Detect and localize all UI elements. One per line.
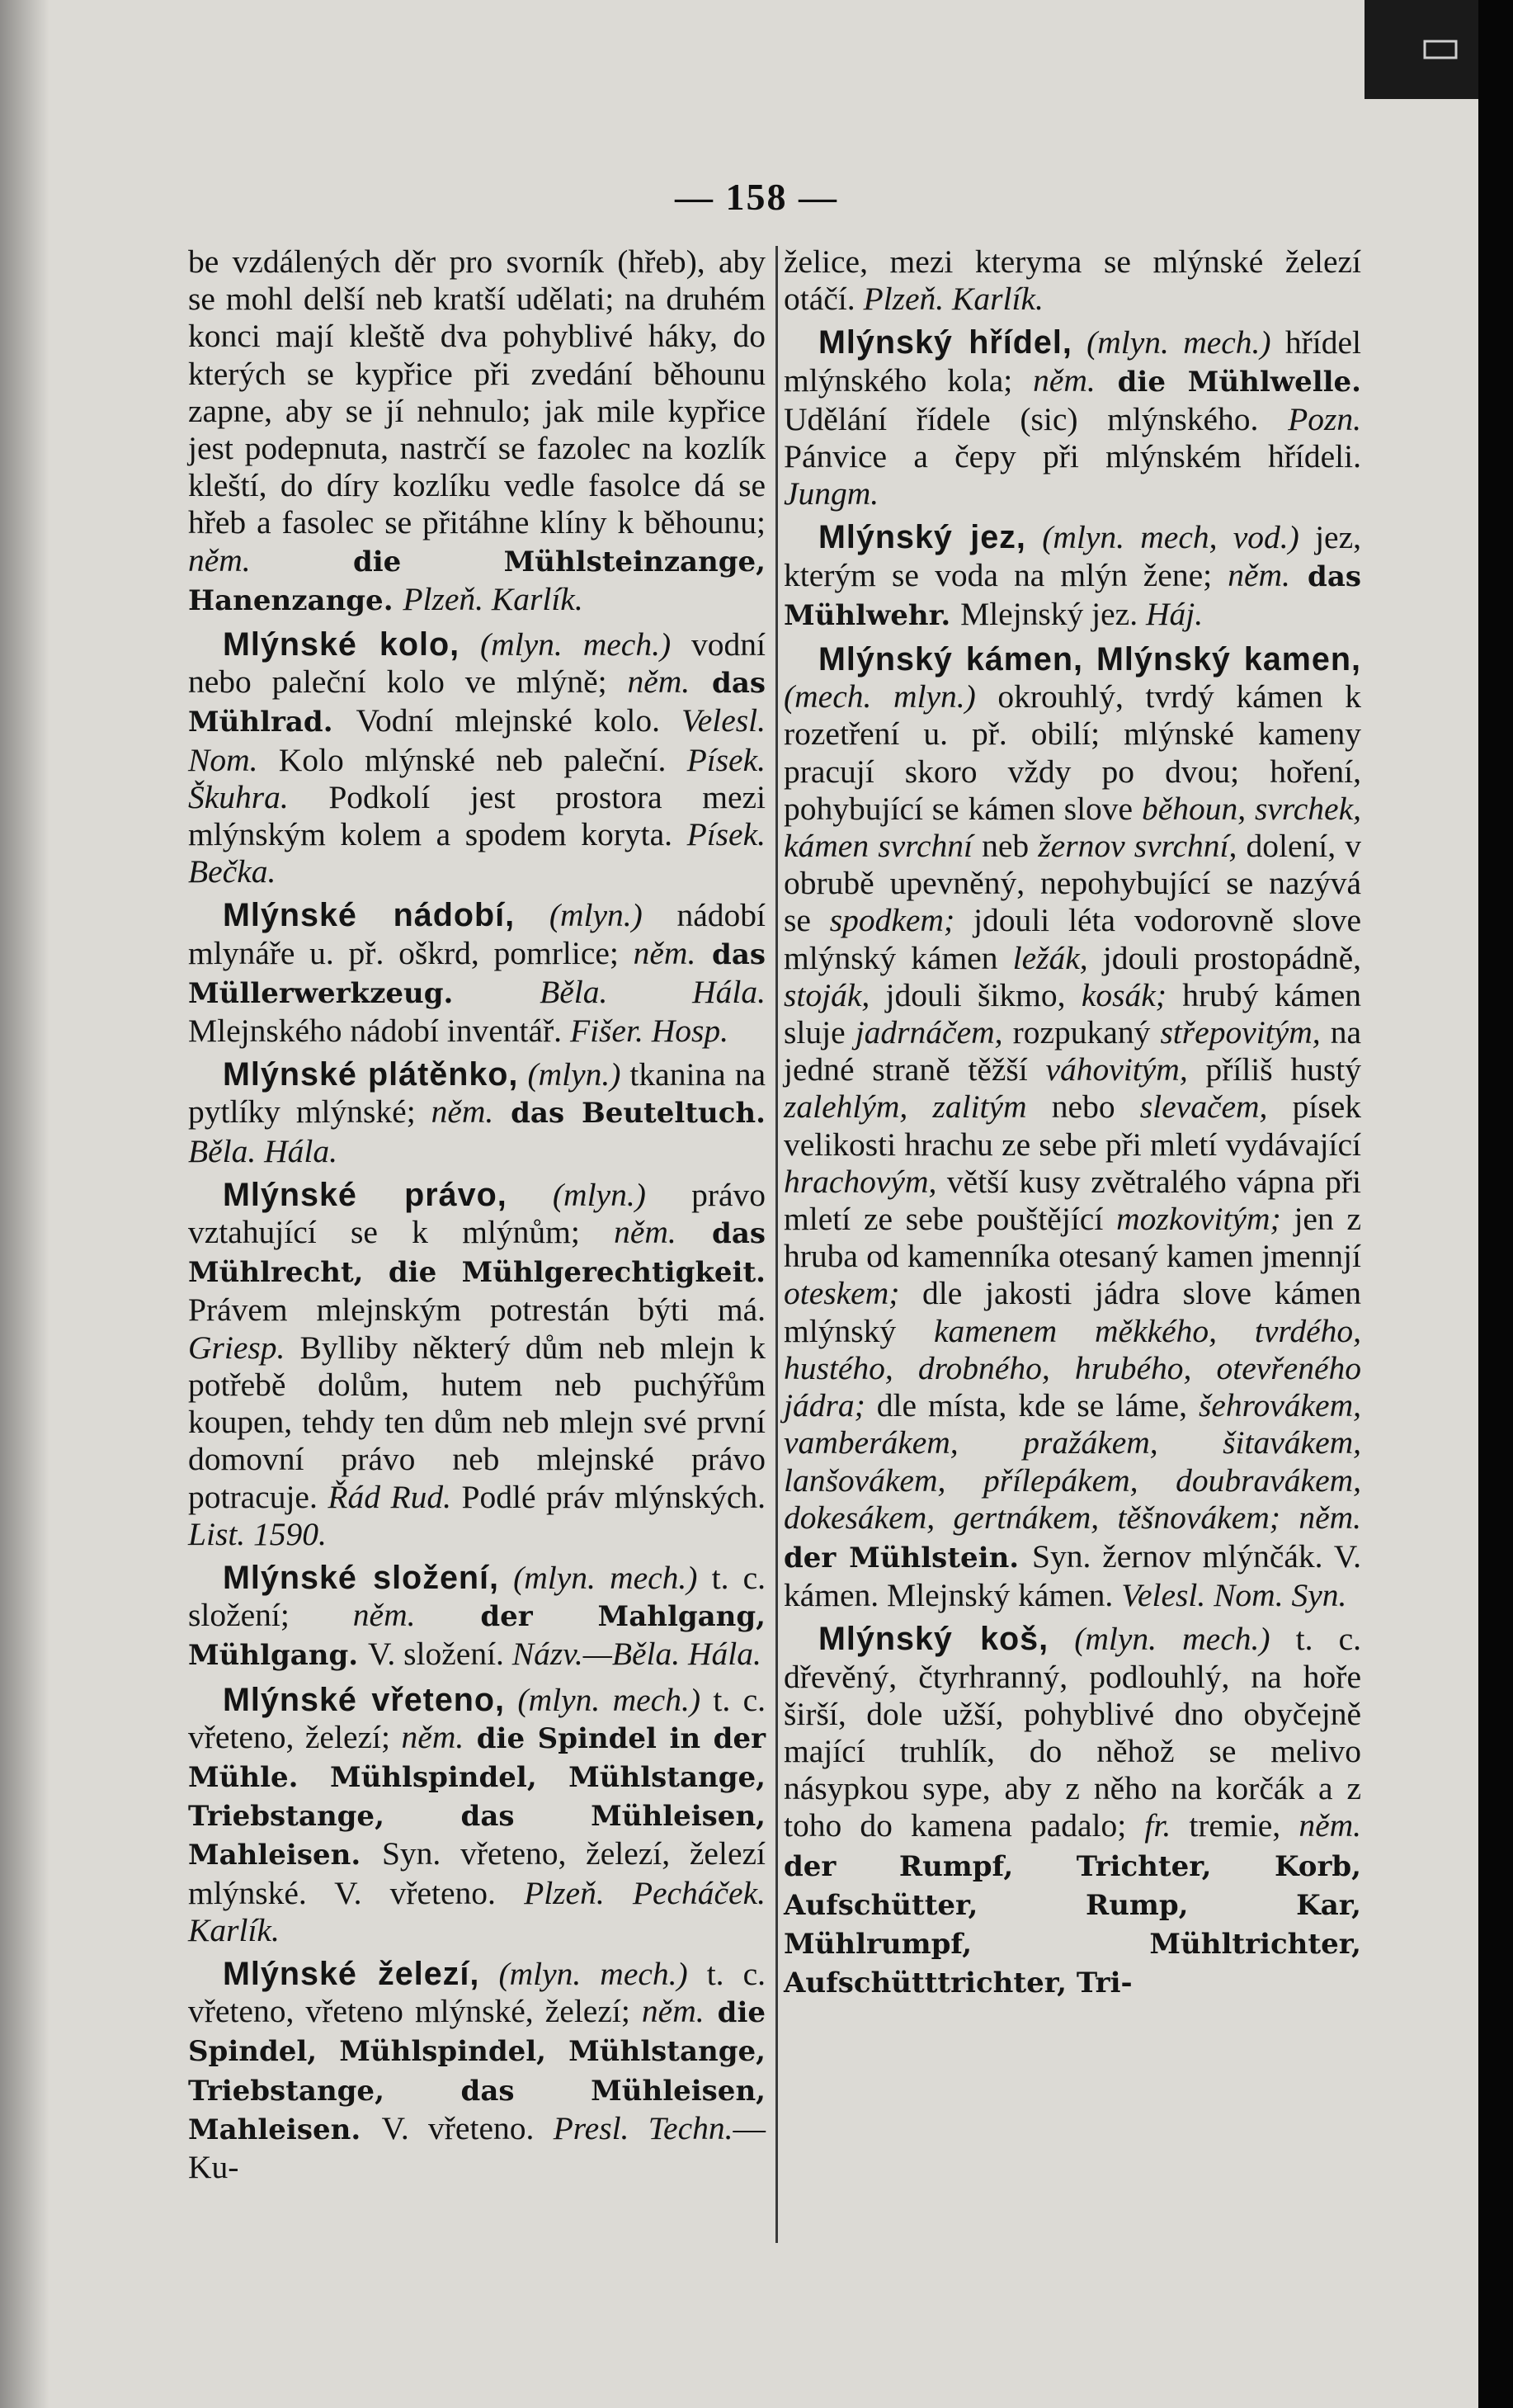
grammar-label: (mlyn. mech.) <box>498 1955 688 1992</box>
headword: Mlýnské právo, <box>223 1176 507 1213</box>
entry-text: Podkolí jest prostora mezi mlýnským kolem a spodem koryta. <box>188 778 766 853</box>
source-ref: Názv.—Běla. Hála. <box>511 1636 761 1673</box>
entry-text: vodní nebo paleční kolo ve mlýně; <box>188 626 766 701</box>
headword: Mlýnské železí, <box>223 1955 480 1992</box>
entry-text: neb <box>973 828 1039 865</box>
source-ref: Presl. Techn. <box>553 2109 733 2146</box>
italic-term: spodkem; <box>829 902 955 939</box>
entry-text: želice, mezi kteryma se mlýnské železí otáčí. <box>784 243 1361 318</box>
headword: Mlýnské vřeteno, <box>223 1681 506 1718</box>
source-ref: Háj. <box>1145 595 1204 632</box>
entry-text: tremie, <box>1171 1807 1299 1844</box>
german-term: das Mühlrecht, die Mühlgerechtigkeit. <box>188 1217 766 1290</box>
entry-mlynske-vreteno <box>188 1682 766 1949</box>
entry-text: t. c. vřeteno, vřeteno mlýnské, železí; <box>188 1955 766 2030</box>
italic-term: běhoun, svrchek, kámen svrchní <box>784 790 1361 865</box>
entry-continuation <box>188 243 766 620</box>
grammar-label: (mlyn. mech.) <box>480 626 672 663</box>
lang-label: něm. <box>627 663 691 701</box>
italic-term: slevačem, <box>1139 1088 1268 1126</box>
entry-text: dle jakosti jádra slove kámen mlýnský <box>784 1275 1361 1349</box>
entry-text: Mlejnského nádobí inventář. <box>188 1013 570 1050</box>
lang-label: něm. <box>641 1993 705 2030</box>
entry-text: t. c. dřevěný, čtyrhranný, podlouhlý, na hoře širší, dole užší, pohyblivé dno obyčejně mající truhlík, do něhož se melivo násypkou sype, aby z něho na korčák a z toho do kamena padalo; <box>784 1621 1361 1844</box>
entry-text: jez, kterým se voda na mlýn žene; <box>784 519 1361 593</box>
headword: Mlýnské nádobí, <box>223 897 516 934</box>
lang-label: něm. <box>1299 1807 1361 1844</box>
corner-mark-icon <box>1423 40 1458 59</box>
entry-text: příliš hustý <box>1187 1051 1361 1088</box>
source-ref: Řád Rud. <box>328 1478 452 1515</box>
lang-label: něm. <box>401 1718 464 1755</box>
headword: Mlýnské složení, <box>223 1559 499 1596</box>
scan-border <box>1478 0 1513 2408</box>
entry-text: Mlejnský jez. <box>960 595 1146 632</box>
entry-mlynsky-hridel <box>784 324 1361 512</box>
entry-mlynsky-jez <box>784 519 1361 635</box>
entry-mlynske-zelezi <box>188 1956 766 2186</box>
grammar-label: (mlyn. mech.) <box>1074 1621 1270 1658</box>
german-term: der Rumpf, Trichter, Korb, Aufschütter, Rump, Kar, Mühlrumpf, Mühltrichter, Aufschütttrichter, Tri- <box>784 1849 1361 2000</box>
lang-label: něm. <box>1299 1499 1361 1536</box>
entry-mlynsky-kos <box>784 1621 1361 2002</box>
headword: Mlýnské plátěnko, <box>223 1056 519 1093</box>
source-ref: Běla. Hála. <box>540 973 766 1010</box>
source-ref: Plzeň. Pecháček. Karlík. <box>188 1874 766 1948</box>
entry-text: nebo <box>1026 1088 1140 1126</box>
entry-text: Bylliby některý dům neb mlejn k potřebě dolům, hutem neb puchýřům koupen, tehdy ten dům neb mlejn své první domovní právo neb mlejnské právo potracuje. <box>188 1329 766 1515</box>
entry-text: jdouli šikmo, <box>870 976 1082 1013</box>
grammar-label: (mlyn. mech.) <box>517 1681 700 1718</box>
entry-continuation <box>784 243 1361 318</box>
source-ref: Jungm. <box>784 475 879 512</box>
entry-text: nádobí mlynáře u. př. oškrd, pomrlice; <box>188 897 766 971</box>
grammar-label: (mlyn.) <box>552 1176 646 1213</box>
source-ref: Pozn. <box>1288 400 1361 437</box>
entry-mlynske-kolo <box>188 626 766 890</box>
page-edge-shadow <box>0 0 49 2408</box>
source-ref: Velesl. Nom. Syn. <box>1121 1577 1347 1614</box>
german-term: die Spindel in der Mühle. Mühlspindel, Mühlstange, Triebstange, das Mühleisen, Mahleisen. <box>188 1721 766 1872</box>
headword: Mlýnský hřídel, <box>818 324 1072 361</box>
right-column <box>784 243 1361 2009</box>
entry-text: větší kusy zvětralého vápna při mletí ze sebe pouštějící <box>784 1163 1361 1238</box>
german-term: die Mühlwelle. <box>1095 365 1361 399</box>
german-term: das Beuteltuch. <box>493 1097 766 1131</box>
german-term: der Mühlstein. <box>784 1541 1032 1575</box>
headword: Mlýnský koš, <box>818 1621 1049 1658</box>
grammar-label: (mlyn. mech.) <box>1086 324 1271 361</box>
lang-label: něm. <box>1228 556 1290 593</box>
grammar-label: (mlyn. mech, vod.) <box>1042 519 1299 556</box>
italic-term: ležák, <box>1012 939 1088 976</box>
italic-term: žernov svrchní, <box>1038 828 1237 865</box>
grammar-label: (mlyn. mech.) <box>513 1559 698 1596</box>
lang-label: něm. <box>633 934 696 971</box>
column-divider <box>775 246 778 2243</box>
entry-text: t. c. vřeteno, železí; <box>188 1681 766 1755</box>
entry-text: jdouli léta vodorovně slove mlýnský kámen <box>784 902 1361 976</box>
entry-text: okrouhlý, tvrdý kámen k rozetření u. př. obilí; mlýnské kameny pracují skoro vždy po dvou; hoření, pohybující se kámen slove <box>784 678 1361 827</box>
italic-term: zalehlým, zalitým <box>784 1088 1027 1126</box>
entry-text: Syn. žernov mlýnčák. V. kámen. Mlejnský kámen. <box>784 1537 1362 1614</box>
lang-label: něm. <box>1033 361 1096 399</box>
italic-term: jadrnáčem, <box>855 1014 1003 1051</box>
entry-text: hřídel mlýnského kola; <box>784 324 1362 399</box>
headword: Mlýnské kolo, <box>223 626 460 663</box>
lang-label: fr. <box>1144 1807 1171 1844</box>
entry-text: jen z hruba od kamenníka otesaný kamen jmennjí <box>784 1201 1361 1275</box>
german-term: das Mühlrad. <box>188 667 766 739</box>
entry-text: tkanina na pytlíky mlýnské; <box>188 1056 766 1131</box>
entry-mlynske-slozeni <box>188 1560 766 1675</box>
grammar-label: (mlyn.) <box>527 1056 621 1093</box>
lang-label: něm. <box>431 1093 494 1131</box>
entry-text: Podlé práv mlýnských. <box>451 1478 766 1515</box>
entry-text: dolení, v obrubě upevněný, nepohybující se nazývá se <box>784 828 1362 939</box>
grammar-label: (mlyn.) <box>549 897 643 934</box>
entry-text: dle místa, kde se láme, <box>865 1387 1199 1424</box>
lang-label: něm. <box>352 1597 416 1634</box>
source-ref: Písek. Škuhra. <box>188 741 766 815</box>
entry-text: Kolo mlýnské neb paleční. <box>257 741 687 778</box>
italic-term: hrachovým, <box>784 1163 937 1200</box>
italic-term: kamenem měkkého, tvrdého, hustého, drobného, hrubého, otevřeného jádra; <box>784 1312 1361 1424</box>
italic-term: mozkovitým; <box>1116 1201 1281 1238</box>
italic-term: stoják, <box>784 976 870 1013</box>
entry-text: Právem mlejnským potrestán býti má. <box>188 1291 766 1329</box>
lang-label: něm. <box>614 1214 676 1251</box>
entry-mlynske-nadobi <box>188 897 766 1050</box>
source-ref: Běla. Hála. <box>188 1132 338 1169</box>
grammar-label: (mech. mlyn.) <box>784 678 976 715</box>
source-ref: Plzeň. Karlík. <box>863 281 1044 318</box>
source-ref: Písek. Bečka. <box>188 816 766 890</box>
entry-text: jdouli prostopádně, <box>1087 939 1361 976</box>
source-ref: Plzeň. Karlík. <box>403 580 583 617</box>
german-term: die Spindel, Mühlspindel, Mühlstange, Triebstange, das Mühleisen, Mahleisen. <box>188 1996 766 2146</box>
entry-text: Udělání řídele (sic) mlýnského. <box>784 400 1289 437</box>
entry-text: právo vztahující se k mlýnům; <box>188 1176 766 1251</box>
entry-text: Syn. vřeteno, železí, železí mlýnské. V. vřeteno. <box>188 1835 766 1911</box>
german-term: das Mühlwehr. <box>784 560 1361 632</box>
entry-text: Vodní mlejnské kolo. <box>356 702 681 739</box>
headword: Mlýnský jez, <box>818 519 1026 556</box>
entry-text: písek velikosti hrachu ze sebe při mletí vydávající <box>784 1088 1361 1163</box>
source-ref: Velesl. Nom. <box>188 702 766 778</box>
entry-mlynske-pravo <box>188 1177 766 1553</box>
entry-text: hrubý kámen sluje <box>784 976 1361 1051</box>
source-ref: Fišer. Hosp. <box>569 1013 728 1050</box>
german-term: der Mahlgang, Mühlgang. <box>188 1600 766 1673</box>
italic-term: střepovitým, <box>1160 1014 1321 1051</box>
entry-text: —Ku- <box>188 2109 766 2185</box>
italic-term: oteskem; <box>784 1275 900 1312</box>
entry-mlynsky-kamen <box>784 641 1361 1614</box>
italic-term: kosák; <box>1081 976 1167 1013</box>
italic-term: váhovitým, <box>1045 1051 1188 1088</box>
page-number: — 158 — <box>675 176 838 218</box>
italic-term: šehrovákem, vamberákem, pražákem, šitavákem, lanšovákem, přílepákem, doubravákem, dokesákem, gertnákem, těšnovákem; <box>784 1387 1361 1536</box>
german-term: das Müllerwerkzeug. <box>188 937 766 1010</box>
headword: Mlýnský kámen, Mlýnský kamen, <box>818 641 1361 678</box>
entry-mlynske-platenko <box>188 1056 766 1170</box>
entry-text: V. vřeteno. <box>381 2109 554 2146</box>
german-term: die Mühlsteinzange, Hanenzange. <box>188 545 766 617</box>
source-ref: Griesp. <box>188 1329 285 1366</box>
entry-text: be vzdálených děr pro svorník (hřeb), aby se mohl delší neb kratší udělati; na druhém konci mají kleště dva pohyblivé háky, do kterých se kypřice při zvedání běhounu zapne, aby se jí nehnulo; jak mile kypřice jest podepnuta, nastrčí se fazolec na kozlík kleští, do díry kozlíku vedle fasolce dá se hřeb a fasolec se přitáhne klíny k běhounu; <box>188 243 766 541</box>
left-column <box>188 243 766 2193</box>
entry-text: na jedné straně těžší <box>784 1014 1361 1088</box>
source-ref: List. 1590. <box>188 1515 327 1552</box>
lang-label: něm. <box>188 541 251 578</box>
entry-text: rozpukaný <box>1002 1014 1161 1051</box>
entry-text: V. složení. <box>367 1636 512 1673</box>
entry-text: t. c. složení; <box>188 1559 766 1634</box>
entry-text: Pánvice a čepy při mlýnském hřídeli. <box>784 438 1361 475</box>
